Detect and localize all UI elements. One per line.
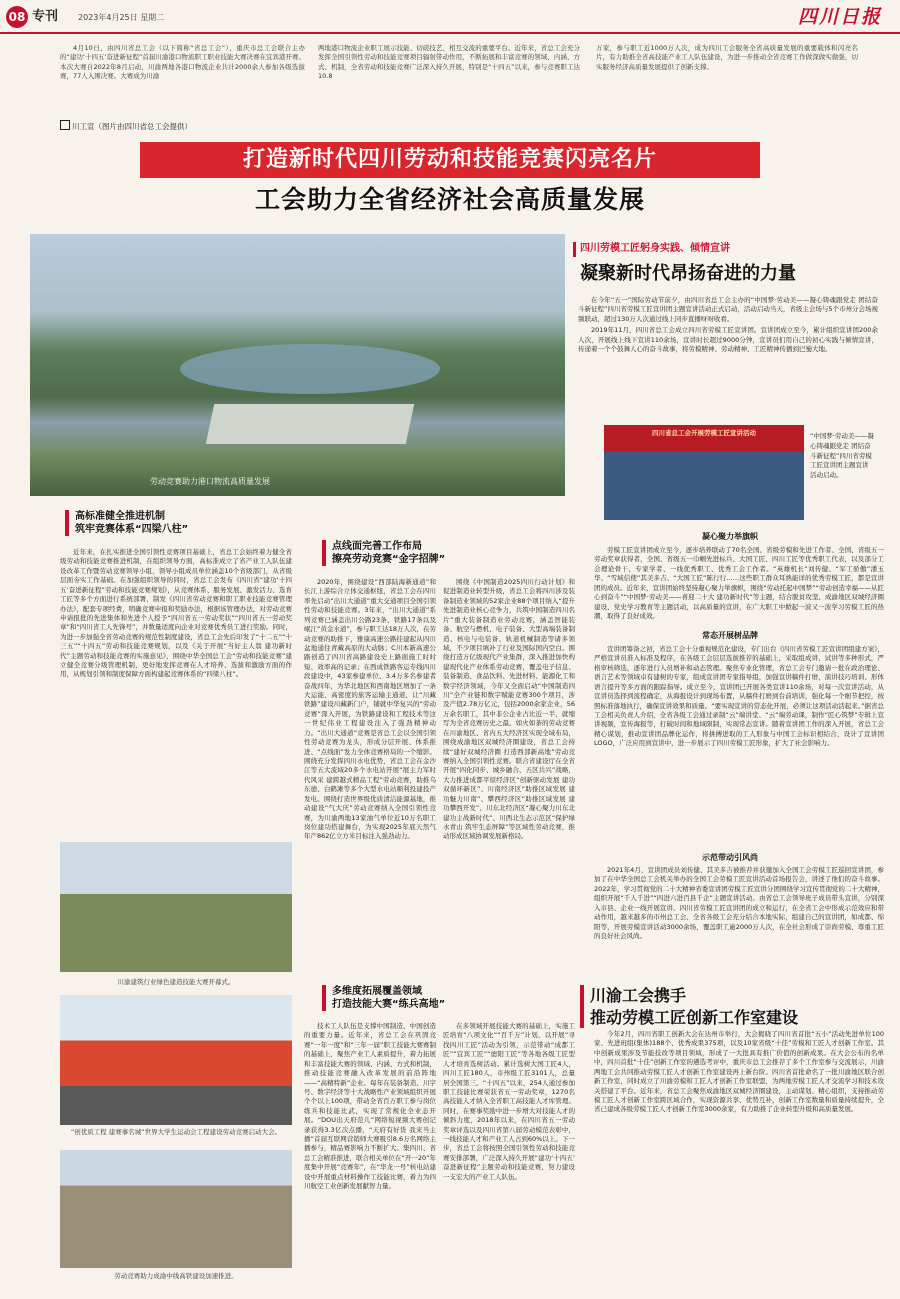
- right-top-p2: 2019年11月，四川省总工会成立四川省劳模工匠宣讲团。宣讲团成立至今，累计组织宣讲团200余人次，开展线上线下宣讲110余场，宣讲时长超过9000分钟，宣讲员们用自己的初心实践与倾情宣讲，传递着一个个鼓舞人心的奋斗故事，将劳模精神、劳动精神、工匠精神传播到巴蜀大地。: [578, 326, 878, 354]
- right-top-title: [573, 242, 878, 287]
- right-top-photo-banner: 四川省总工会开展劳模工匠宣讲活动: [652, 429, 756, 437]
- mid-bottom-col-b: [443, 1022, 575, 1290]
- right-top-photo-caption: “中国梦·劳动美——凝心铸魂跟党走 团结奋斗新征程”四川省劳模工匠宣讲团主题宣讲活动启动。: [810, 432, 874, 479]
- section-text-changtai: 宣讲团筹备之初，省总工会十分重视规范化建设，专门出台《四川省劳模工匠宣讲团组建方案》，严格宣讲员准入标准及程序，在各级工会层层选拔推荐的基础上，采取组成讲、试讲等多种形式，严格审核筛选，逐年进行人员增补和动态管理。聚焦专业化管理，省总工会专门邀请一批在政治理论、语言艺术等领域卓有建树的专家，组成宣讲团专家指导组，加强宣讲稿件打磨，演讲技巧培训、形体语言提升等多方面的跟踪指导。成立至今，宣讲团已开展各类宣讲110余场，对每一次宣讲活动，从宣讲员选择到流程确定，从海报设计到现场布置，从稿件打磨到台前培训，强化每一个细节把控，按照标准落地执行，确保宣讲效果和质量。“要实现宣讲的常态化开展，必须让这项活动活起来。”据省总工会相关负责人介绍，全省各级工会通过录制“云”端讲堂、“云”端劳动课，制作“匠心筑梦”专辑上宣讲视频，宣传海报等，打破时间和地域限制，实现常态宣讲。随着宣讲团工作的深入开展，省总工会精心谋划，推动宣讲团品牌化运作，将拼搏进取的工人形象与中国工会标识相结合，设计了宣讲团LOGO，广泛应用到宣讲中，进一步展示了四川劳模工匠形象，扩大了社会影响力。: [594, 645, 884, 748]
- section-text-shifan: 2021年4月，宣讲团成员刘传健、其美多吉被推荐并获邀加入全国工会劳模工匠巡回宣讲团，参加了在中华全国总工会机关举办的全国工会劳模工匠宣讲活动首场报告会，讲述了他们的奋斗故事。2022年，学习贯彻党的二十大精神省委宣讲团劳模工匠宣讲分团围绕学习宣传贯彻党的二十大精神，组织开展“千人千进”“四进六进百县千企”主题宣讲活动。由省总工会领导班子成员带头宣讲，分别深入市县、企业一线开展宣讲。四川省劳模工匠宣讲团的成立和运行，在全省工会中形成示范效应和带动作用，越来越多的市州总工会、全省各级工会充分结合本地实际，组建自己的宣讲团，如成都、绵阳等，开展劳模宣讲活动3000余场，覆盖职工逾2000万人次，在全社会形成了崇尚劳模、尊重工匠的良好社会风尚。: [594, 866, 884, 940]
- left-section-title: [65, 510, 265, 536]
- main-photo: [30, 234, 565, 496]
- mid-bottom-title-line1: 多维度拓展覆盖领域: [332, 986, 422, 997]
- sc-text: 今年2月，四川省职工创新大会在达州市举行，大会揭晓了四川省首批“五小”活动先进单位100家、先进班组(集体)188个、优秀成果375项，以及10家省级“十佳”劳模和工匠人才创新工作室。其中创新成果涉及节能技改等项目领域，形成了一大批具有推广价值的创新成果。在大会公布的名单中，四川首批“十佳”创新工作室的遴选考评中，重庆市总工会推荐了多个工作室参与交流展示，川渝两地工会共同推动劳模工匠人才创新工作室建设再上新台阶。四川省首批命名了一批川渝地区联合创新工作室，同时成立了川渝劳模和工匠人才创新工作室联盟，为两地劳模工匠人才交流学习和技术攻关搭建了平台。近年来，省总工会聚焦成渝地区双城经济圈建设，主动谋划、精心组织，支持推动劳模工匠人才创新工作室跨区域合作，实现资源共享、优势互补，创新工作室数量和质量持续提升，全省已建成各级劳模工匠人才创新工作室3000余家，有力助推了企业转型升级和高质量发展。: [594, 1030, 884, 1114]
- intro-col-1: [60, 44, 305, 114]
- river-shape: [180, 344, 440, 394]
- mid-bottom-text-a: 技术工人队伍是支撑中国制造、中国创造的重要力量。近年来，省总工会在巩固竞赛“一年一度”和“三年一届”职工技能大赛赛制的基础上，聚焦产业工人素质提升，着力拓展和丰富技能大赛的领域、内涵、方式和机制，推动技能竞赛融入改革发展的前沿阵地——“高精特新”企业。每年在装备制造、川字号、数字经济等十大战略性产业领域组织开展个个以上100项，带动全省百万职工参与岗位练兵和技能比武，实现了常规化全业态开展。“DOU出天府范儿”网络短视频大赛创记录获得3.3亿次点播，“天府有好货 我来当主播”首届互联网营销师大赛吸引8.6万名网络主播参与，精品赛影响力不断扩大。集四川、省总工会精准推进，联合相关单位在“开一20”年度集中开展“竞赛年”，在“华龙一号”核电站建设中开展重点材料操作工技能比赛，着力为四川航空工业创新发展献智力量。: [304, 1022, 437, 1191]
- right-top-p1: 在今年“五一”国际劳动节前夕，由四川省总工会主办的“中国梦·劳动美——凝心铸魂跟党走 团结奋斗新征程”四川省劳模工匠宣讲团主题宣讲活动正式启动，活动启动当天，省级主会场与5个市州分会场视频联动，超过130万人次通过线上同步直播呀呀收看。: [578, 296, 879, 323]
- mid-top-title-line2: 擦亮劳动竞赛“金字招牌”: [332, 554, 446, 565]
- page-number: 08: [6, 6, 28, 28]
- section-body-huilu: [594, 546, 884, 620]
- left-photo-2: [60, 995, 292, 1125]
- dam-shape: [206, 404, 415, 444]
- sc-title-line2: 推动劳模工匠创新工作室建设: [590, 1007, 799, 1027]
- main-photo-caption: 劳动竞赛助力港口物流高质量发展: [150, 477, 270, 487]
- left-photo-1-caption: 川渝建筑行业绿色建造技能大赛开幕式。: [117, 978, 235, 986]
- dateline: [78, 12, 164, 24]
- left-photo-2-caption: “创优质工程 建赛事名城”世界大学生运动会工程建设劳动竞赛启动大会。: [70, 1128, 282, 1136]
- section-text-huilu: 劳模工匠宣讲团成立至今，逐步培养联动了70名全国、省级劳模和先进工作者、全国、省级五一劳动奖章获得者，全国、省级五一巾帼先进标兵、大国工匠、四川工匠等优秀职工代表，以及部分工会理论骨干、专家学者、一线优秀职工、优秀工会工作者。“英雄机长”刘传健、“军工骄傲”潘玉华、“雪域信使”其美多吉、“大国工匠”陈行行……这些职工群众耳熟能详的优秀劳模工匠，都是宣讲团的成员。近年来，宣讲团始终坚持凝心聚力举旗帜，围绕“劳动托起中国梦”“劳动创造幸福——从匠心到奋斗”“中国梦·劳动美——喜迎二十大 建功新时代”等主题，结合脱贫攻坚、成渝地区双城经济圈建设、党史学习教育等主题活动，以高质量的宣讲，在广大职工中掀起一波又一波学习劳模工匠的热潮，取得了良好成效。: [594, 546, 884, 620]
- right-top-kicker: 四川劳模工匠躬身实践、倾情宣讲: [573, 242, 878, 257]
- mid-bottom-title: [322, 985, 552, 1011]
- left-photo-1: [60, 842, 292, 972]
- intro-text-1: 4月10日，由四川省总工会（以下简称“省总工会”）、重庆市总工会联合主办的“建功‘十四五’奋进新征程”首届川渝港口物流职工职业技能大赛决赛在宜宾港开赛。本次大赛自2022年8月启动，川渝两地各港口物流企业共计2000余人参加各级选拔赛，77人入围决赛。大赛成为川渝: [60, 44, 305, 81]
- sichuan-chongqing-title: [580, 985, 880, 1028]
- section-title-shifan: 示范带动引风尚: [702, 853, 758, 862]
- intro-text-2: 两地港口物流企业职工展示技能、切磋技艺、相互交流的重要平台。近年来，省总工会充分发挥全国引领性劳动和技能竞赛项目辐射带动作用，不断拓展和丰富竞赛的领域、内涵、方式、机制，全省劳动和技能竞赛广泛深入持久开展，特别是“十四五”以来，参与竞赛职工达10.8: [318, 44, 580, 81]
- intro-text-3: 万家，参与职工近1000万人次，成为四川工会服务全省高质量发展的重要载体和闪亮名片，有力助推全省高技能产业工人队伍建设，为进一步推动全省竞赛工作做深做实做强，切实服务经济高质量发展提供了创新支撑。: [596, 44, 858, 71]
- section-body-changtai: [594, 645, 884, 845]
- mid-bottom-title-line2: 打造技能大赛“练兵高地”: [332, 999, 446, 1010]
- section-title-changtai: 常态开展树品牌: [702, 631, 758, 640]
- mid-top-col-b: [443, 578, 575, 974]
- section-title-huilu: 凝心聚力举旗帜: [702, 532, 758, 541]
- right-top-heading: 凝聚新时代昂扬奋进的力量: [580, 262, 796, 284]
- masthead-logo: 四川日报: [797, 6, 882, 28]
- mid-bottom-text-b: 在多领域开展技能大赛的基础上，实施工匠培育“八项文化”“百千万”计划，以开展“寻找四川工匠”活动为引领，示范带动“成都工匠”“宜宾工匠”“德阳工匠”等各地各级工匠型人才培育选树活动。累计选树大国工匠4人，四川工匠180人，市州级工匠3101人，总量居全国第三。“十四五”以来，254人通过参加职工技能比赛荣获省五一劳动奖章，1270名高技能人才纳入全省职工高技能人才库管理。同时，在赛事奖励中进一步增大对技能人才的倾斜力度，2018年以来，在四川省五一劳动奖章评选以及四川省第八届劳动模范表彰中，一线技能人才和产业工人占到60%以上。下一步，省总工会将按照全国引领性劳动和技能竞赛安排部署，广泛深入持久开展“建功‘十四五’ 奋进新征程”主题劳动和技能竞赛，努力建设一支宏大的产业工人队伍。: [443, 1022, 575, 1181]
- left-photo-3: [60, 1150, 292, 1268]
- intro-col-3: [596, 44, 858, 114]
- left-title-line1: 高标准健全推进机制: [75, 511, 165, 522]
- left-photo-3-caption: 劳动竞赛助力成渝中线高铁建设加速推进。: [114, 1272, 238, 1280]
- headline: 打造新时代四川劳动和技能竞赛闪亮名片: [140, 142, 760, 178]
- photo-credit: 川工宣（图片由四川省总工会提供）: [60, 120, 192, 133]
- intro-col-2: [318, 44, 580, 114]
- left-section-text: 近年来，在扎实推进全国引领性竞赛项目基础上，省总工会始终着力健全省级劳动和技能竞赛推进机制，在组织领导方面，高标准成立了省产业工人队伍建设改革工作暨劳动竞赛领导小组，领导小组成员单位涵盖10个省级部门，从省级层面夯实工作基础。在加强组织领导的同时，省总工会发布《四川省“建功‘十四五’奋进新征程”劳动和技能竞赛规划》，从竞赛体系、服务发展、激发活力、选育工匠等多个方面进行系统部署，制发《四川省劳动竞赛和职工职业技能竞赛管理办法》，配套专项经费，明确竞赛申报和奖励办法，根据该管理办法，对劳动竞赛申请报批的先进集体和先进个人授予“四川省五一劳动奖状”“四川省五一劳动奖章”和“四川省工人先锋号”，并数量适度向企业对竞赛优秀员工进行奖励。同时，为进一步加强全省劳动竞赛的规范性制度建设，省总工会先后印发了“十二五”“十三五”“十四五”劳动和技能竞赛规划，以及《关于开展“当好主人翁 建功新时代”主题劳动和技能竞赛的实施意见》，围绕中华全国总工会“劳动和技能竞赛”建立健全竞赛分级管理机制，更好地发挥竞赛在人才培养、选拔和激励方面的作用，从规划引领和制度保障方面构建起竞赛体系的“四梁八柱”。: [60, 548, 292, 679]
- sichuan-chongqing-body: [594, 1030, 884, 1290]
- mid-top-text-a: 2020年，围绕建设“西部陆海新通道”和长江上游综合立体交通枢纽，省总工会在四川率先启动“出川大通道”重大交通项目全国引领性劳动和技能竞赛。3年来，“出川大通道”系列竞赛已涵盖出川公路23条、铁路17条以及岷江“黄金水道”，参与职工达18万人次，在劳动竞赛的助推下，雅康高速公路挂建起从四川盆地通往青藏高原的大动脉；C川本新高速公路创造了四川省高路建设史上路面施工时时短、效率高的记录；在西成铁路客运专线四川段建设中，43家参建单位、3.4万多名参建者奋战四年，为华北地区和西南地区增加了一条大运能、高密度的旅客运输主通道，让“川藏铁路”建设川藏新门户，铺就中华复兴的“劳动竞赛”深入开展，为铁路建设和工程技术等这一世纪伟业工程建设注入了强劲精神动力。“出川大通道”竞赛是省总工会以全国引领性劳动竞赛为龙头，形成分层开展、体系推进、“点线面”发力全体竞赛格局的一个缩影。围绕充分发挥四川水电优势，省总工会在金沙江等五大流域20多个水电站开展“展主力军时代风采 建跨越式精品工程”劳动竞赛，助推乌东德、白鹤滩等多个大型水电站顺利投建投产发电。围绕打造世界级优质清洁能源基地，推动建设“气大庆”劳动竞赛纳入全国引领性竞赛，为川渝两地13家油气单位近10万名职工岗位建功搭建舞台，为实现2025年底天然气年产862亿立方米目标注入强劲动力。: [304, 578, 437, 841]
- mid-top-title-line1: 点线面完善工作布局: [332, 541, 422, 552]
- subheadline: 工会助力全省经济社会高质量发展: [254, 185, 645, 214]
- right-top-photo: [604, 425, 804, 520]
- section-body-shifan: [594, 866, 884, 966]
- mid-top-col-a: [304, 578, 436, 974]
- sc-title-line1: 川渝工会携手: [590, 986, 687, 1005]
- mid-bottom-col-a: [304, 1022, 436, 1290]
- left-section-body: [60, 548, 292, 838]
- right-top-body: [578, 296, 878, 401]
- date: 2023年4月25日: [78, 13, 138, 22]
- weekday: 星期二: [140, 13, 165, 22]
- left-title-line2: 筑牢竞赛体系“四梁八柱”: [75, 524, 189, 535]
- section-label: 专刊: [32, 9, 59, 24]
- mid-top-title: [322, 540, 552, 566]
- mid-top-text-b: 围绕《中国制造2025四川行动计划》和促进制造业转型升级，省总工会将四川涉及装备制造业领域的52家企业88个项目纳入“提升先进制造业核心竞争力，共筑中国制造四川名片”重大装备制造业劳动竞赛，涵盖智能装备、航空与燃机、电子装备、大型高端装备制造、核电与电装备、轨道机械制造等诸多领域，不少项目填补了行业及国际国内空白。围绕打造万亿级现代产业集群，深入推进加快构建现代化产业体系劳动竞赛，覆盖电子信息、装备制造、食品饮料、先进材料、能源化工和数字经济领域，今年又全面启动“中国制造四川”全产业链和数字赋能竞赛300个项目，涉及产值2.78万亿元，包括2000余家企业，56万余名职工，其中非公企业占比近一半，就缩写为全省竞赛历史之最。如火如荼的劳动竞赛在川渝地区、省内五大经济区实现全域布局，围绕成渝地区双城经济圈建设，省总工会持续“建好双城经济圈 打造西部新高地”劳动竞赛纳入全国引领性竞赛。联合省建设厅在全省开展“四化同步、城乡融合、五区共兴”战略，大力推进成都平原经济区“创新驱动发展 建功双循环新区”、川南经济区“助推区域发展 建功魅力川南”、攀西经济区“助推区域发展 建功攀西开发”、川东北经济区“凝心聚力川东北 建功主战新时代”、川西北生态示范区“保护绿水青山 筑牢生态屏障”等区域性劳动竞赛，推动形成区域协调发展新格局。: [443, 578, 575, 841]
